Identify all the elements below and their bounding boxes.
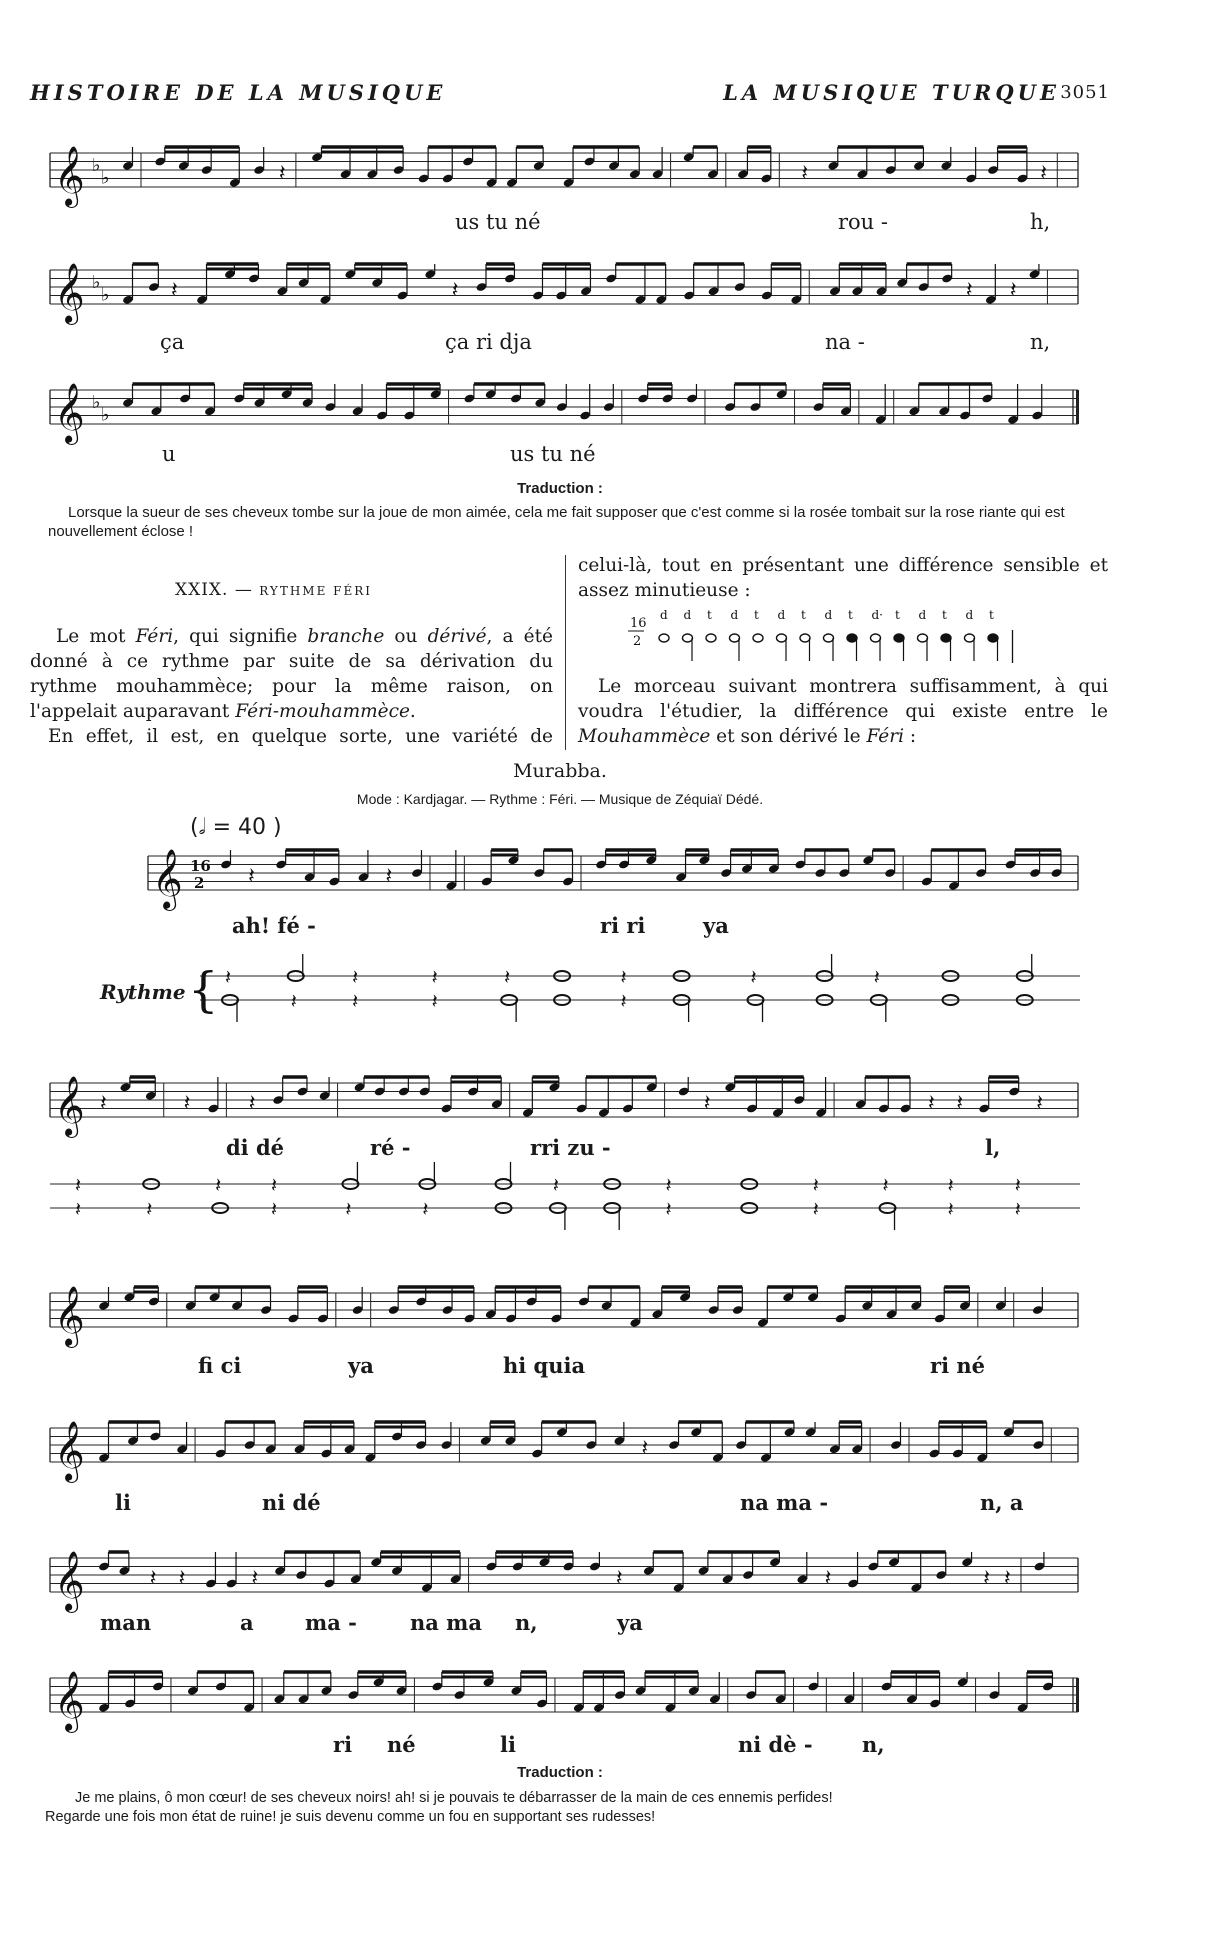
- rest-icon: 𝄽: [352, 965, 359, 989]
- note-head: [659, 634, 669, 642]
- time-signature-numerator: 16: [190, 857, 211, 875]
- rest-icon: 𝄽: [251, 1566, 259, 1591]
- rest-icon: 𝄽: [641, 1436, 649, 1461]
- rhythm-syllable: d: [824, 608, 833, 622]
- right-paragraph-2: [578, 674, 1108, 749]
- staff-main-2: [0, 1075, 1217, 1135]
- rest-icon: 𝄽: [812, 1197, 819, 1221]
- translation-heading-1: Traduction :: [517, 480, 603, 497]
- lyric-main-1c: ya: [703, 913, 729, 938]
- staff-main-1: [0, 848, 1217, 908]
- rhythm-notation: [578, 605, 1078, 670]
- section-dash: —: [234, 580, 253, 600]
- term-branche: branche: [307, 626, 385, 647]
- rest-icon: 𝄽: [146, 1197, 153, 1221]
- lyric-main-4c: na ma -: [740, 1490, 829, 1515]
- rest-icon: 𝄽: [983, 1566, 991, 1591]
- treble-clef-icon: 𝄞: [54, 146, 85, 206]
- rest-icon: 𝄽: [451, 278, 459, 303]
- rest-icon: 𝄽: [615, 1566, 623, 1591]
- lyric-main-4d: n, a: [980, 1490, 1024, 1515]
- note-head: [706, 634, 716, 642]
- rhythm-syllable: d: [918, 608, 927, 622]
- tempo-marking: (𝅗𝅥 = 40 ): [190, 815, 282, 840]
- lyric-main-3b: ya: [348, 1353, 374, 1378]
- translation-line-1: Je me plains, ô mon cœur! de ses cheveux noirs! ah! si je pouvais te débarrasser de la main de ces ennemis perfides!: [75, 1790, 833, 1806]
- lyric-main-2b: ré -: [370, 1135, 411, 1160]
- rest-icon: 𝄽: [345, 1197, 352, 1221]
- rest-icon: 𝄽: [928, 1091, 935, 1116]
- lyric-main-5d: na ma: [410, 1610, 483, 1635]
- lyric-top-3b: us tu né: [510, 442, 596, 466]
- staff-top-1: [0, 145, 1217, 205]
- rhythm-syllable: d: [660, 608, 668, 622]
- rest-icon: 𝄽: [703, 1091, 711, 1116]
- treble-clef-icon: 𝄞: [54, 1076, 85, 1136]
- header-left: HISTOIRE DE LA MUSIQUE: [30, 80, 447, 105]
- rest-icon: 𝄽: [100, 1091, 107, 1116]
- rhythm-syllable: t: [942, 608, 947, 622]
- rest-icon: 𝄽: [1014, 1197, 1021, 1221]
- rest-icon: 𝄽: [965, 278, 973, 303]
- rhythm-syllable: t: [707, 608, 712, 622]
- lyric-main-6e: n,: [862, 1732, 885, 1757]
- treble-clef-icon: 𝄞: [152, 849, 183, 909]
- rest-icon: 𝄽: [248, 864, 255, 889]
- term-feri-mouhammece: Féri-mouhammèce: [235, 701, 410, 722]
- translation-heading-2: Traduction :: [517, 1764, 603, 1781]
- lyric-main-5f: ya: [617, 1610, 643, 1635]
- rhythm-syllable: d: [683, 608, 692, 622]
- note-head: [753, 634, 763, 642]
- note-head: [965, 634, 975, 642]
- rythme-label: Rythme: [100, 980, 186, 1004]
- treble-clef-icon: 𝄞: [54, 383, 85, 443]
- lyric-top-1c: h,: [1030, 210, 1051, 234]
- rest-icon: 𝄽: [504, 965, 511, 989]
- flat-icon: ♭: [92, 391, 101, 413]
- rest-icon: 𝄽: [431, 989, 438, 1013]
- rhythm-syllable: d: [730, 608, 739, 622]
- term-mouhammece: Mouhammèce: [578, 726, 711, 747]
- rest-icon: 𝄽: [620, 965, 627, 989]
- lyric-main-5e: n,: [515, 1610, 538, 1635]
- lyric-main-3a: fi ci: [198, 1353, 242, 1378]
- note-head: [871, 634, 881, 642]
- rhythm-fraction-numerator: 16: [630, 616, 647, 631]
- lyric-top-1a: us tu né: [455, 210, 541, 234]
- lyric-main-6a: ri: [333, 1732, 353, 1757]
- column-divider: [565, 555, 566, 750]
- lyric-main-6c: li: [500, 1732, 516, 1757]
- rest-icon: 𝄽: [1003, 1566, 1011, 1591]
- rhythm-syllable: t: [848, 608, 853, 622]
- time-signature-denominator: 2: [194, 874, 205, 892]
- text: et son dérivé le: [710, 726, 867, 747]
- flat-icon: ♭: [101, 284, 110, 306]
- rest-icon: 𝄽: [183, 1091, 191, 1116]
- staff-main-4: [0, 1420, 1217, 1480]
- rest-icon: 𝄽: [750, 965, 757, 989]
- lyric-main-2c: rri zu -: [530, 1135, 611, 1160]
- lyric-main-5b: a: [240, 1610, 254, 1635]
- note-head: [777, 634, 787, 642]
- rest-icon: 𝄽: [278, 161, 286, 186]
- brace-icon: {: [188, 962, 219, 1018]
- note-head: [824, 634, 834, 642]
- rest-icon: 𝄽: [352, 989, 359, 1013]
- treble-clef-icon: 𝄞: [54, 1551, 85, 1611]
- rhythm-syllable: d: [965, 608, 974, 622]
- treble-clef-icon: 𝄞: [54, 1286, 85, 1346]
- section-number: XXIX.: [175, 580, 229, 600]
- final-barline: [1076, 390, 1079, 424]
- rhythm-syllable: d·: [871, 608, 883, 622]
- lyric-main-1a: ah! fé -: [232, 913, 316, 938]
- rest-icon: 𝄽: [75, 1173, 82, 1197]
- rest-icon: 𝄽: [225, 965, 232, 989]
- rhythm-syllable: d: [777, 608, 786, 622]
- rest-icon: 𝄽: [1040, 161, 1048, 186]
- flat-icon: ♭: [101, 404, 110, 426]
- flat-icon: ♭: [101, 167, 110, 189]
- rest-icon: 𝄽: [947, 1173, 954, 1197]
- term-derive: dérivé: [427, 626, 487, 647]
- rest-icon: 𝄽: [552, 1173, 560, 1197]
- lyric-main-6d: ni dè -: [738, 1732, 813, 1757]
- treble-clef-icon: 𝄞: [54, 263, 85, 323]
- rest-icon: 𝄽: [431, 965, 438, 989]
- lyric-main-2a: di dé: [226, 1135, 285, 1160]
- lyric-main-3d: ri né: [930, 1353, 985, 1378]
- rest-icon: 𝄽: [1009, 278, 1017, 303]
- lyric-main-1b: ri ri: [600, 913, 646, 938]
- rest-icon: 𝄽: [149, 1566, 157, 1591]
- flat-icon: ♭: [92, 271, 101, 293]
- rest-icon: 𝄽: [1014, 1173, 1021, 1197]
- rest-icon: 𝄽: [422, 1197, 429, 1221]
- lyric-main-2d: l,: [985, 1135, 1001, 1160]
- staff-main-6: [0, 1670, 1217, 1730]
- rhythm-syllable: t: [754, 608, 759, 622]
- text: , a été donné à ce rythme par suite de sa dérivation du rythme mouhammèce; pour la même raison, on l'appelait auparavant: [30, 626, 553, 722]
- running-header: [30, 80, 1110, 114]
- note-head: [918, 634, 928, 642]
- page-number: 3051: [1060, 82, 1110, 103]
- text: :: [904, 726, 917, 747]
- rest-icon: 𝄽: [290, 989, 297, 1013]
- term-feri: Féri: [866, 726, 904, 747]
- note-head: [988, 634, 998, 642]
- rhythm-syllable: t: [989, 608, 994, 622]
- rest-icon: 𝄽: [947, 1197, 954, 1221]
- rest-icon: 𝄽: [620, 989, 627, 1013]
- note-head: [941, 634, 951, 642]
- rhythm-example: [578, 605, 1078, 670]
- rhythm-syllable: t: [895, 608, 900, 622]
- rhythm-staff-1: [0, 960, 1217, 1040]
- rest-icon: 𝄽: [665, 1197, 672, 1221]
- header-right: LA MUSIQUE TURQUE: [723, 80, 1060, 105]
- left-paragraph-1: [30, 624, 553, 724]
- note-head: [800, 634, 810, 642]
- lyric-top-2a: ça: [160, 330, 185, 354]
- text: ou: [384, 626, 428, 647]
- rest-icon: 𝄽: [882, 1173, 889, 1197]
- rest-icon: 𝄽: [178, 1566, 186, 1591]
- staff-top-2: [0, 262, 1217, 322]
- staff-main-5: [0, 1550, 1217, 1610]
- final-barline: [1076, 1678, 1079, 1712]
- rest-icon: 𝄽: [271, 1197, 278, 1221]
- treble-clef-icon: 𝄞: [54, 1421, 85, 1481]
- text: Le morceau suivant montrera suffisamment, à qui voudra l'étudier, la différence qui existe entre le: [578, 676, 1108, 722]
- section-heading: [175, 580, 372, 600]
- note-head: [683, 634, 693, 642]
- rest-icon: 𝄽: [824, 1566, 832, 1591]
- staff-top-3: [0, 382, 1217, 442]
- rest-icon: 𝄽: [385, 864, 393, 889]
- rest-icon: 𝄽: [873, 965, 880, 989]
- staff-main-3: [0, 1285, 1217, 1345]
- term-feri: Féri: [135, 626, 174, 647]
- treble-clef-icon: 𝄞: [54, 1671, 85, 1731]
- rest-icon: 𝄽: [812, 1173, 819, 1197]
- lyric-top-2b: ça ri dja: [445, 330, 532, 354]
- rest-icon: 𝄽: [75, 1197, 82, 1221]
- piece-subtitle: Mode : Kardjagar. — Rythme : Féri. — Musique de Zéquiaï Dédé.: [356, 791, 764, 807]
- lyric-main-5a: man: [100, 1610, 152, 1635]
- note-head: [730, 634, 740, 642]
- translation-text-1: Lorsque la sueur de ses cheveux tombe sur la joue de mon aimée, cela me fait supposer que c'est comme si la rosée tombait sur la rose riante qui est nouvellement éclose !: [48, 504, 1065, 540]
- text: Le mot: [56, 626, 136, 647]
- rest-icon: 𝄽: [956, 1091, 964, 1116]
- rest-icon: 𝄽: [248, 1091, 256, 1116]
- text: .: [409, 701, 416, 722]
- note-head: [847, 634, 857, 642]
- flat-icon: ♭: [92, 154, 101, 176]
- translation-line-2: Regarde une fois mon état de ruine! je suis devenu comme un fou en supportant ses rudesses!: [45, 1809, 656, 1825]
- rest-icon: 𝄽: [171, 278, 178, 303]
- text: , qui signifie: [173, 626, 308, 647]
- note-head: [894, 634, 904, 642]
- lyric-main-4a: li: [115, 1490, 131, 1515]
- lyric-main-3c: hi quia: [503, 1353, 586, 1378]
- lyric-main-6b: né: [387, 1732, 416, 1757]
- piece-title: Murabba.: [513, 760, 607, 782]
- section-title: RYTHME FÉRI: [259, 584, 373, 598]
- rest-icon: 𝄽: [801, 161, 809, 186]
- left-paragraph-2: En effet, il est, en quelque sorte, une variété de: [48, 726, 553, 747]
- rhythm-staff-2: [0, 1168, 1217, 1248]
- rest-icon: 𝄽: [271, 1173, 278, 1197]
- rhythm-syllable: t: [801, 608, 806, 622]
- rest-icon: 𝄽: [665, 1173, 672, 1197]
- right-paragraph-1: celui-là, tout en présentant une différence sensible et assez minutieuse :: [578, 555, 1108, 601]
- lyric-main-5c: ma -: [305, 1610, 357, 1635]
- rest-icon: 𝄽: [215, 1173, 222, 1197]
- lyric-top-1b: rou -: [838, 210, 888, 234]
- lyric-top-2d: n,: [1030, 330, 1051, 354]
- lyric-top-2c: na -: [825, 330, 865, 354]
- lyric-main-4b: ni dé: [262, 1490, 321, 1515]
- rest-icon: 𝄽: [1036, 1091, 1043, 1116]
- rhythm-fraction-denominator: 2: [633, 634, 642, 649]
- lyric-top-3a: u: [162, 442, 176, 466]
